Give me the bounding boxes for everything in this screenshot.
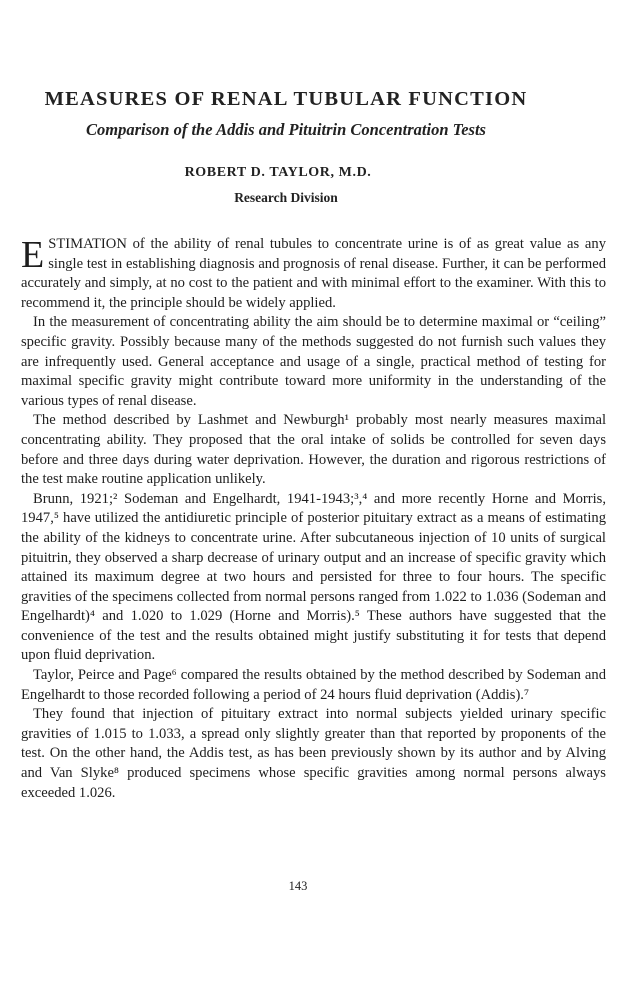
paragraph: They found that injection of pituitary extract into normal subjects yielded urinary specific gravities of 1.015 to 1.033, a spread only slightly greater than that reported by proponents of the test. On the other hand, the Addis test, as has been previously shown by its author and by Alving and Van Slyke⁸ produced specimens whose specific gravities among normal persons always exceeded 1.026.: [21, 706, 606, 801]
drop-cap: E: [21, 234, 45, 276]
page-number: 143: [288, 879, 308, 893]
article-subtitle: Comparison of the Addis and Pituitrin Concentration Tests: [86, 120, 486, 139]
article-body: [21, 235, 606, 803]
paragraph: Taylor, Peirce and Page⁶ compared the results obtained by the method described by Sodeman and Engelhardt to those recorded following a period of 24 hours fluid deprivation (Addis).⁷: [21, 667, 606, 703]
paragraph: [21, 235, 606, 313]
paragraph-text: STIMATION of the ability of renal tubules to concentrate urine is of as great value as any single test in establishing diagnosis and prognosis of renal disease. Further, it can be performed accurately and simply, at no cost to the patient and with minimal effort to the examiner. With this to recommend it, the principle should be widely applied.: [21, 236, 606, 311]
author-name: ROBERT D. TAYLOR, M.D.: [184, 165, 372, 180]
article-title: MEASURES OF RENAL TUBULAR FUNCTION: [44, 88, 528, 110]
paragraph: In the measurement of concentrating ability the aim should be to determine maximal or “ceiling” specific gravity. Possibly because many of the methods suggested do not furnish such values they are infrequently used. General acceptance and usage of a single, practical method of testing for maximal specific gravity might contribute toward more uniformity in the understanding of the various types of renal disease.: [21, 314, 606, 409]
paragraph: Brunn, 1921;² Sodeman and Engelhardt, 1941-1943;³,⁴ and more recently Horne and Morris, 1947,⁵ have utilized the antidiuretic principle of posterior pituitary extract as a means of estimating the ability of the kidneys to concentrate urine. After subcutaneous injection of 10 units of surgical pituitrin, they observed a sharp decrease of urinary output and an increase of specific gravity which attained its maximum degree at two hours and persisted for three to four hours. The specific gravities of the specimens collected from normal persons ranged from 1.022 to 1.036 (Sodeman and Engelhardt)⁴ and 1.020 to 1.029 (Horne and Morris).⁵ These authors have suggested that the convenience of the test and the results obtained might justify substituting it for tests that depend upon fluid deprivation.: [21, 490, 606, 664]
author-affiliation: Research Division: [234, 190, 338, 205]
paragraph: The method described by Lashmet and Newburgh¹ probably most nearly measures maximal concentrating ability. They proposed that the oral intake of solids be controlled for seven days before and three days during water deprivation. However, the duration and rigorous restrictions of the test make routine application unlikely.: [21, 412, 606, 488]
